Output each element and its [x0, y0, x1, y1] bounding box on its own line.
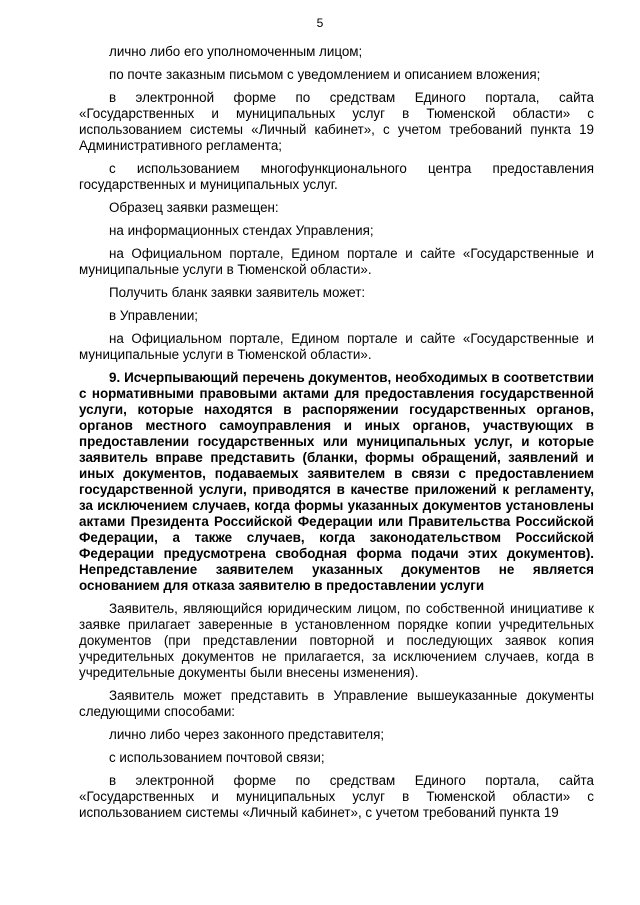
paragraph: Заявитель, являющийся юридическим лицом, по собственной инициативе к заявке прилагает заверенные в установленном порядке копии учредительных документов (при представлении повторной и последующих заявок копия учредительных документов не прилагается, за исключением случаев, когда в учредительные документы были внесены изменения).	[79, 601, 594, 680]
paragraph: Заявитель может представить в Управление вышеуказанные документы следующими способами:	[79, 688, 594, 719]
paragraph: в электронной форме по средствам Единого портала, сайта «Государственных и муниципальных услуг в Тюменской области» с использованием системы «Личный кабинет», с учетом требований пункта 19 Административного регламента;	[79, 90, 594, 153]
paragraph: в электронной форме по средствам Единого портала, сайта «Государственных и муниципальных услуг в Тюменской области» с использованием системы «Личный кабинет», с учетом требований пункта 19	[79, 773, 594, 820]
paragraph: на Официальном портале, Едином портале и сайте «Государственные и муниципальные услуги в Тюменской области».	[79, 331, 594, 362]
paragraph: с использованием многофункционального центра предоставления государственных и муниципальных услуг.	[79, 161, 594, 192]
paragraph: Образец заявки размещен:	[109, 200, 279, 215]
document-body	[79, 44, 594, 828]
section-heading: 9. Исчерпывающий перечень документов, необходимых в соответствии с нормативными правовыми актами для предоставления государственной услуги, которые находятся в распоряжении государственных органов, органов местного самоуправления и иных органов, участвующих в предоставлении государственных или муниципальных услуг, и которые заявитель вправе представить (бланки, формы обращений, заявлений и иных документов, подаваемых заявителем в связи с предоставлением государственной услуги, приводятся в качестве приложений к регламенту, за исключением случаев, когда формы указанных документов установлены актами Президента Российской Федерации или Правительства Российской Федерации, а также случаев, когда законодательством Российской Федерации предусмотрена свободная форма подачи этих документов). Непредставление заявителем указанных документов не является основанием для отказа заявителю в предоставлении услуги	[79, 370, 594, 593]
paragraph: с использованием почтовой связи;	[109, 750, 325, 765]
paragraph: в Управлении;	[109, 308, 199, 323]
paragraph: лично либо через законного представителя;	[109, 727, 385, 742]
paragraph: на Официальном портале, Едином портале и сайте «Государственные и муниципальные услуги в Тюменской области».	[79, 246, 594, 277]
paragraph: на информационных стендах Управления;	[109, 223, 374, 238]
paragraph: Получить бланк заявки заявитель может:	[109, 285, 366, 300]
paragraph: лично либо его уполномоченным лицом;	[109, 44, 363, 59]
paragraph: по почте заказным письмом с уведомлением и описанием вложения;	[109, 67, 541, 82]
page-number: 5	[316, 16, 324, 30]
